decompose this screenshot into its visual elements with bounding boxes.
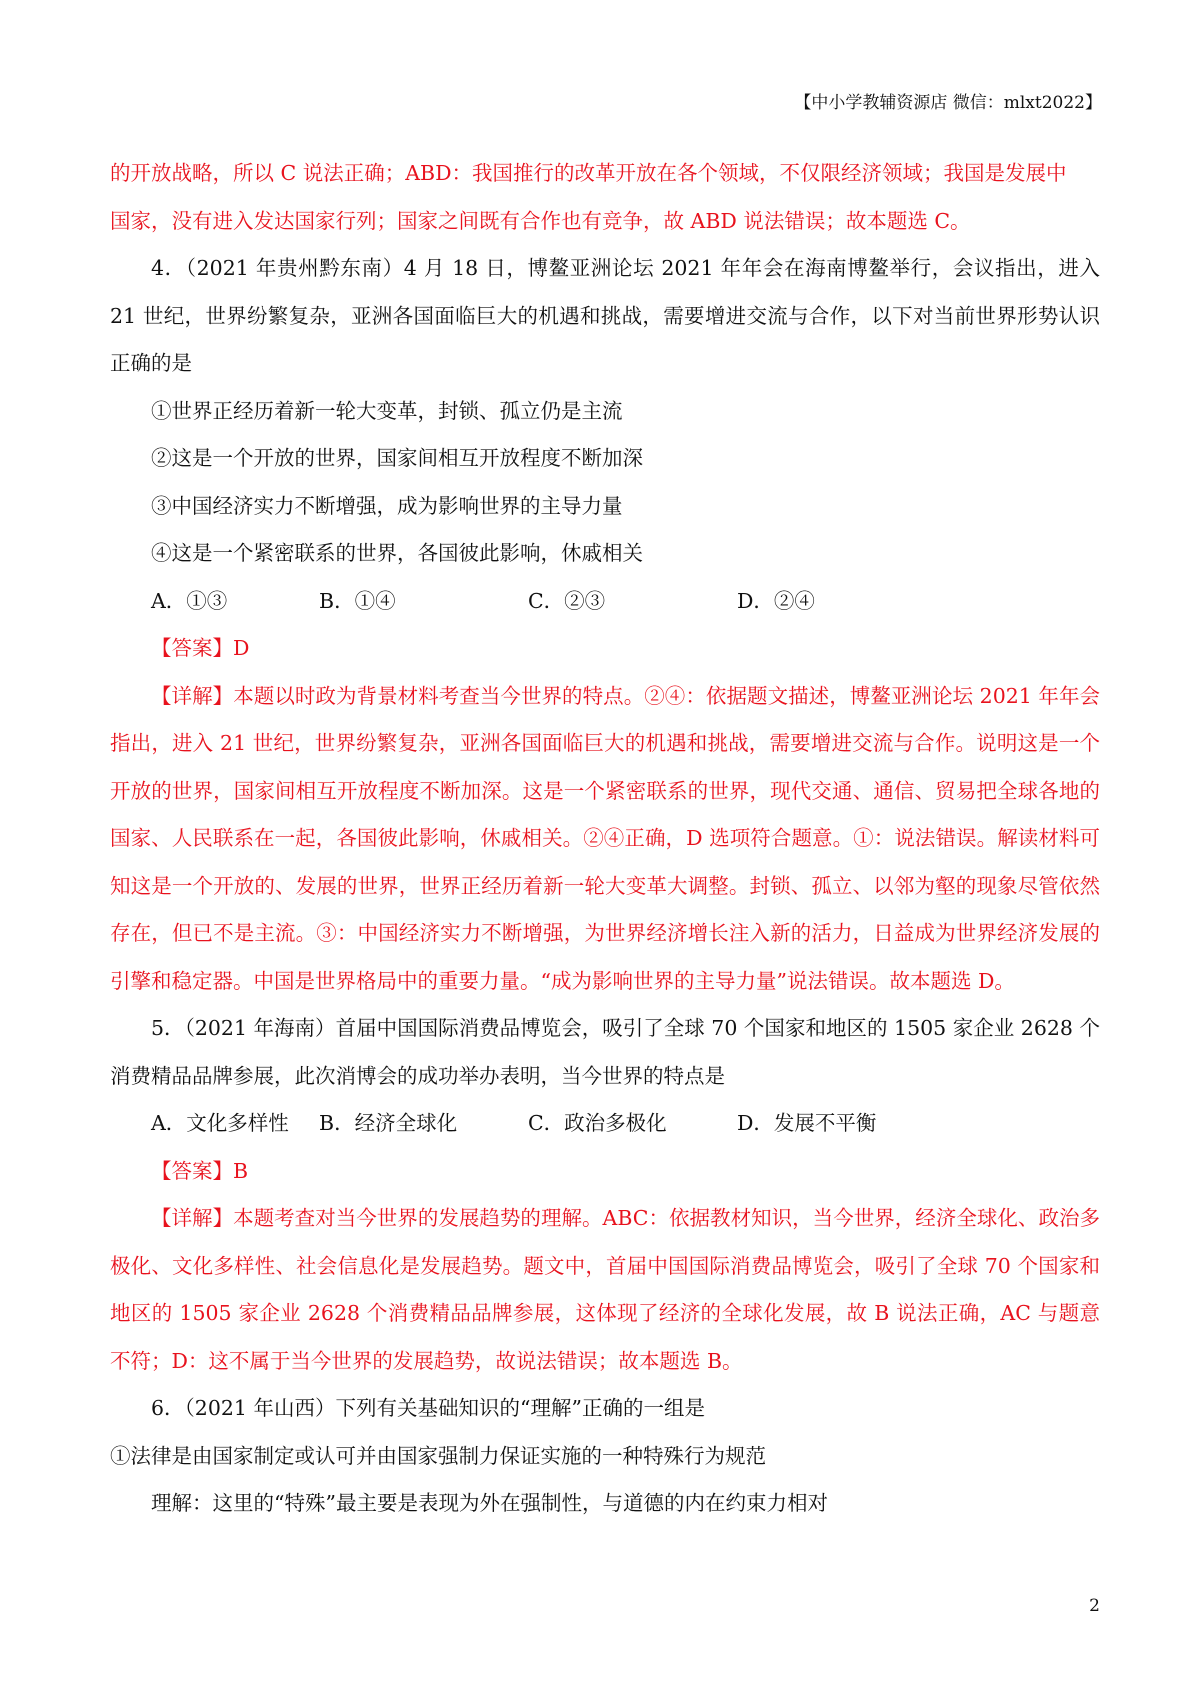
- q4-option-b: B．①④: [319, 588, 396, 613]
- page-content: [110, 150, 1100, 1528]
- q5-option-a: A．文化多样性: [151, 1111, 289, 1135]
- q4-options: [110, 578, 1100, 626]
- q5-option-b: B．经济全球化: [319, 1111, 458, 1135]
- q5-option-d: D．发展不平衡: [737, 1111, 877, 1135]
- q4-stem: 4．（2021 年贵州黔东南）4 月 18 日，博鳌亚洲论坛 2021 年年会在海南博鳌举行，会议指出，进入 21 世纪，世界纷繁复杂，亚洲各国面临巨大的机遇和挑战，需要增进交流与合作，以下对当前世界形势认识正确的是: [110, 256, 1100, 375]
- q4-item-4: ④这是一个紧密联系的世界，各国彼此影响，休戚相关: [151, 541, 643, 565]
- q6-item-1: ①法律是由国家制定或认可并由国家强制力保证实施的一种特殊行为规范: [110, 1443, 766, 1468]
- q4-item-1: ①世界正经历着新一轮大变革，封锁、孤立仍是主流: [151, 398, 623, 423]
- prev-explanation-line-1: 的开放战略，所以 C 说法正确；ABD：我国推行的改革开放在各个领域，不仅限经济领域；我国是发展中: [110, 161, 1067, 185]
- q4-option-c: C．②③: [528, 588, 606, 613]
- page-header: 【中小学教辅资源店 微信：mlxt2022】: [794, 93, 1102, 113]
- page-number: 2: [1089, 1596, 1100, 1616]
- q5-options: [110, 1100, 1100, 1148]
- q6-stem: 6．（2021 年山西）下列有关基础知识的“理解”正确的一组是: [151, 1396, 705, 1420]
- q5-answer: 【答案】B: [151, 1158, 249, 1183]
- q6-understanding-1: 理解：这里的“特殊”最主要是表现为外在强制性，与道德的内在约束力相对: [151, 1491, 828, 1515]
- q4-item-3: ③中国经济实力不断增强，成为影响世界的主导力量: [151, 493, 623, 518]
- prev-explanation-line-2: 国家，没有进入发达国家行列；国家之间既有合作也有竞争，故 ABD 说法错误；故本题选 C。: [110, 208, 971, 233]
- q4-item-2: ②这是一个开放的世界，国家间相互开放程度不断加深: [151, 446, 643, 470]
- q5-option-c: C．政治多极化: [528, 1111, 667, 1135]
- q4-answer: 【答案】D: [151, 636, 250, 660]
- q5-stem: 5．（2021 年海南）首届中国国际消费品博览会，吸引了全球 70 个国家和地区的 1505 家企业 2628 个消费精品品牌参展，此次消博会的成功举办表明，当今世界的特点是: [110, 1016, 1100, 1088]
- q5-explanation: 【详解】本题考查对当今世界的发展趋势的理解。ABC：依据教材知识，当今世界，经济全球化、政治多极化、文化多样性、社会信息化是发展趋势。题文中，首届中国国际消费品博览会，吸引了全球 70 个国家和地区的 1505 家企业 2628 个消费精品品牌参展，这体现了经济的全球化发展，故 B 说法正确，AC 与题意不符；D：这不属于当今世界的发展趋势，故说法错误；故本题选 B。: [110, 1206, 1100, 1373]
- q4-option-a: A．①③: [151, 588, 228, 613]
- q4-option-d: D．②④: [737, 588, 815, 613]
- q4-explanation: 【详解】本题以时政为背景材料考查当今世界的特点。②④：依据题文描述，博鳌亚洲论坛 2021 年年会指出，进入 21 世纪，世界纷繁复杂，亚洲各国面临巨大的机遇和挑战，需要增进交流与合作。说明这是一个开放的世界，国家间相互开放程度不断加深。这是一个紧密联系的世界，现代交通、通信、贸易把全球各地的国家、人民联系在一起，各国彼此影响，休戚相关。②④正确，D 选项符合题意。①：说法错误。解读材料可知这是一个开放的、发展的世界，世界正经历着新一轮大变革大调整。封锁、孤立、以邻为壑的现象尽管依然存在，但已不是主流。③：中国经济实力不断增强，为世界经济增长注入新的活力，日益成为世界经济发展的引擎和稳定器。中国是世界格局中的重要力量。“成为影响世界的主导力量”说法错误。故本题选 D。: [110, 683, 1100, 993]
